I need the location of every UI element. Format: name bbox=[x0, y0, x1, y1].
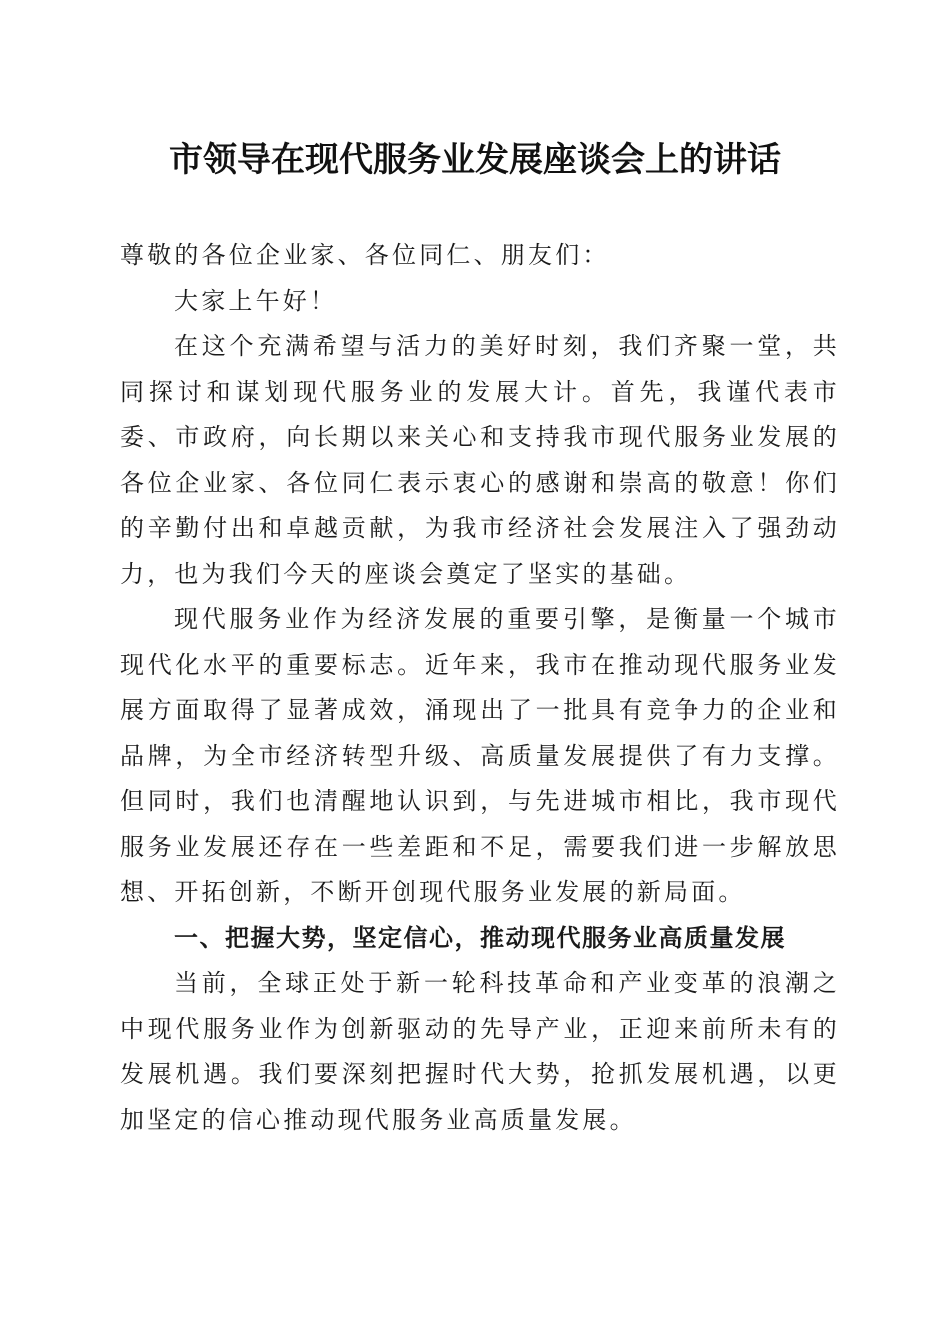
section-1-heading: 一、把握大势，坚定信心，推动现代服务业高质量发展 bbox=[174, 923, 786, 952]
greeting: 大家上午好！ bbox=[174, 286, 338, 315]
document-title: 市领导在现代服务业发展座谈会上的讲话 bbox=[169, 140, 781, 180]
paragraph-1: 在这个充满希望与活力的美好时刻，我们齐聚一堂，共同探讨和谋划现代服务业的发展大计。首先，我谨代表市委、市政府，向长期以来关心和支持我市现代服务业发展的各位企业家、各位同仁表示衷心的感谢和崇高的敬意！你们的辛勤付出和卓越贡献，为我市经济社会发展注入了强劲动力，也为我们今天的座谈会奠定了坚实的基础。 bbox=[120, 332, 840, 588]
paragraph-3: 当前，全球正处于新一轮科技革命和产业变革的浪潮之中现代服务业作为创新驱动的先导产业，正迎来前所未有的发展机遇。我们要深刻把握时代大势，抢抓发展机遇，以更加坚定的信心推动现代服务业高质量发展。 bbox=[120, 969, 840, 1134]
salutation: 尊敬的各位企业家、各位同仁、朋友们： bbox=[120, 241, 610, 269]
document-body bbox=[120, 233, 840, 1143]
paragraph-2: 现代服务业作为经济发展的重要引擎，是衡量一个城市现代化水平的重要标志。近年来，我市在推动现代服务业发展方面取得了显著成效，涌现出了一批具有竞争力的企业和品牌，为全市经济转型升级、高质量发展提供了有力支撑。但同时，我们也清醒地认识到，与先进城市相比，我市现代服务业发展还存在一些差距和不足，需要我们进一步解放思想、开拓创新，不断开创现代服务业发展的新局面。 bbox=[120, 605, 840, 906]
